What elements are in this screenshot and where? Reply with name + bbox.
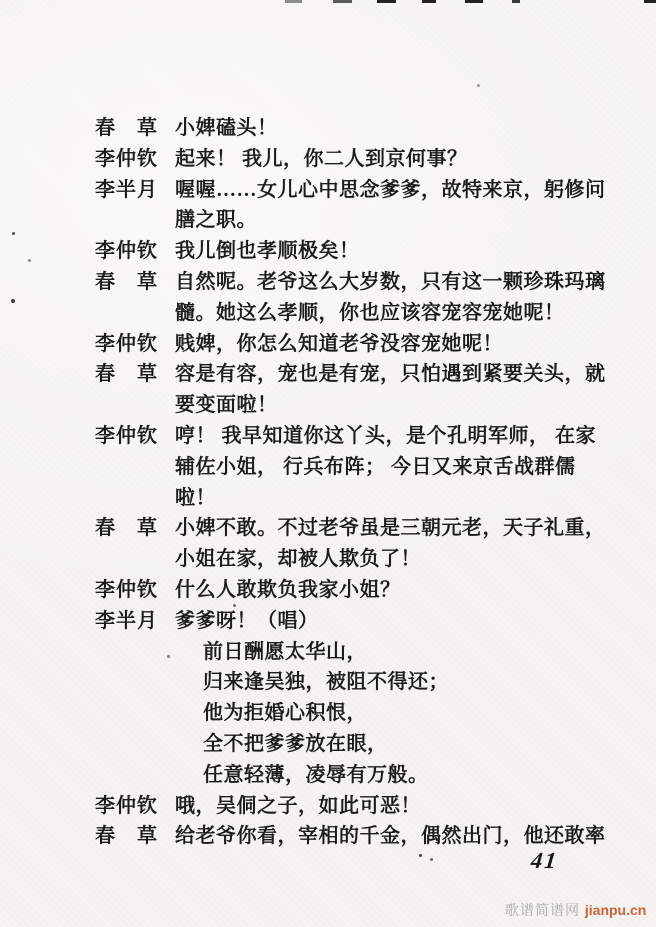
dialogue-line: 哦，吴侗之子，如此可恶！: [175, 794, 421, 817]
speaker-name: 春 草: [95, 363, 158, 386]
dialogue-line: 喔喔……女儿心中思念爹爹，故特来京，躬修问: [175, 178, 606, 201]
dialogue-row: [95, 236, 615, 267]
top-edge-dash: [512, 0, 520, 3]
top-edge-dash: [644, 0, 656, 3]
scan-speck: [28, 259, 31, 262]
page-number: 41: [529, 848, 560, 873]
top-edge-dash: [422, 0, 436, 3]
top-edge-dash: [465, 0, 483, 3]
scan-speck: [11, 299, 15, 303]
dialogue-line: 要变面啦！: [175, 394, 278, 417]
dialogue-line: 容是有容，宠也是有宠，只怕遇到紧要关头，就: [175, 363, 606, 386]
dialogue-lines: [175, 513, 615, 575]
dialogue-line: 小婢磕头！: [175, 117, 278, 139]
dialogue-row: [95, 513, 615, 575]
speaker-name: 李仲钦: [95, 332, 158, 355]
dialogue-line: 贱婢，你怎么知道老爷没容宠她呢！: [175, 332, 503, 355]
dialogue-lines: [175, 606, 615, 791]
dialogue-row: [95, 606, 615, 791]
dialogue-lines: [175, 359, 615, 421]
dialogue-lines: [175, 791, 615, 822]
speaker-name: 春 草: [95, 117, 158, 139]
dialogue-line: 爹爹呀！（唱）: [175, 609, 319, 632]
dialogue-lines: [175, 113, 615, 144]
dialogue-row: [95, 113, 615, 144]
verse-line: 任意轻薄，凌辱有万般。: [203, 763, 429, 786]
dialogue-row: [95, 267, 615, 329]
watermark-site-url: jianpu.cn: [584, 902, 647, 918]
scan-speck: [430, 858, 433, 861]
dialogue-row: [95, 421, 615, 513]
script-dialogue-block: [95, 113, 615, 852]
verse-line: 归来逢吴独，被阻不得还；: [203, 671, 449, 694]
dialogue-row: [95, 791, 615, 822]
verse-line: 前日酬愿太华山，: [203, 640, 367, 663]
top-edge-dash: [333, 0, 352, 3]
top-edge-dash: [377, 0, 396, 3]
dialogue-row: [95, 359, 615, 421]
dialogue-lines: [175, 329, 615, 360]
scan-speck: [12, 232, 15, 235]
top-edge-dash: [285, 0, 302, 3]
speaker-name: 李仲钦: [95, 794, 158, 817]
dialogue-line: 自然呢。老爷这么大岁数，只有这一颗珍珠玛璃: [175, 270, 606, 293]
dialogue-lines: [175, 267, 615, 329]
speaker-name: 李仲钦: [95, 240, 158, 263]
dialogue-lines: [175, 421, 615, 513]
watermark-site-name: 歌谱简谱网: [505, 902, 580, 918]
dialogue-row: [95, 144, 615, 175]
dialogue-line: 我儿倒也孝顺极矣！: [175, 240, 360, 263]
dialogue-lines: [175, 236, 615, 267]
dialogue-line: 起来！ 我儿，你二人到京何事？: [175, 147, 468, 170]
speaker-name: 春 草: [95, 825, 158, 848]
dialogue-line: 髓。她这么孝顺，你也应该容宠容宠她呢！: [175, 301, 565, 324]
dialogue-line: 啦！: [175, 486, 216, 509]
speaker-name: 李仲钦: [95, 578, 158, 601]
dialogue-row: [95, 329, 615, 360]
dialogue-line: 膳之职。: [175, 209, 257, 232]
dialogue-line: 小婢不敢。不过老爷虽是三朝元老，天子礼重，: [175, 517, 606, 540]
dialogue-row: [95, 175, 615, 237]
dialogue-line: 给老爷你看，宰相的千金，偶然出门，他还敢率: [175, 825, 606, 848]
watermark: [505, 900, 646, 920]
dialogue-line: 辅佐小姐， 行兵布阵； 今日又来京舌战群儒: [175, 455, 576, 478]
speaker-name: 李仲钦: [95, 424, 158, 447]
dialogue-row: [95, 575, 615, 606]
scan-speck: [477, 84, 480, 87]
speaker-name: 李半月: [95, 178, 158, 201]
dialogue-line: 小姐在家，却被人欺负了！: [175, 548, 421, 571]
dialogue-lines: [175, 575, 615, 606]
scan-speck: [419, 854, 422, 857]
dialogue-lines: [175, 175, 615, 237]
verse-line: 全不把爹爹放在眼，: [203, 732, 388, 755]
dialogue-lines: [175, 144, 615, 175]
dialogue-line: 什么人敢欺负我家小姐？: [175, 578, 401, 601]
dialogue-line: 哼！ 我早知道你这丫头，是个孔明军师， 在家: [175, 424, 596, 447]
speaker-name: 春 草: [95, 270, 158, 293]
speaker-name: 李半月: [95, 609, 158, 632]
speaker-name: 春 草: [95, 517, 158, 540]
verse-line: 他为拒婚心积恨，: [203, 702, 367, 725]
speaker-name: 李仲钦: [95, 147, 158, 170]
